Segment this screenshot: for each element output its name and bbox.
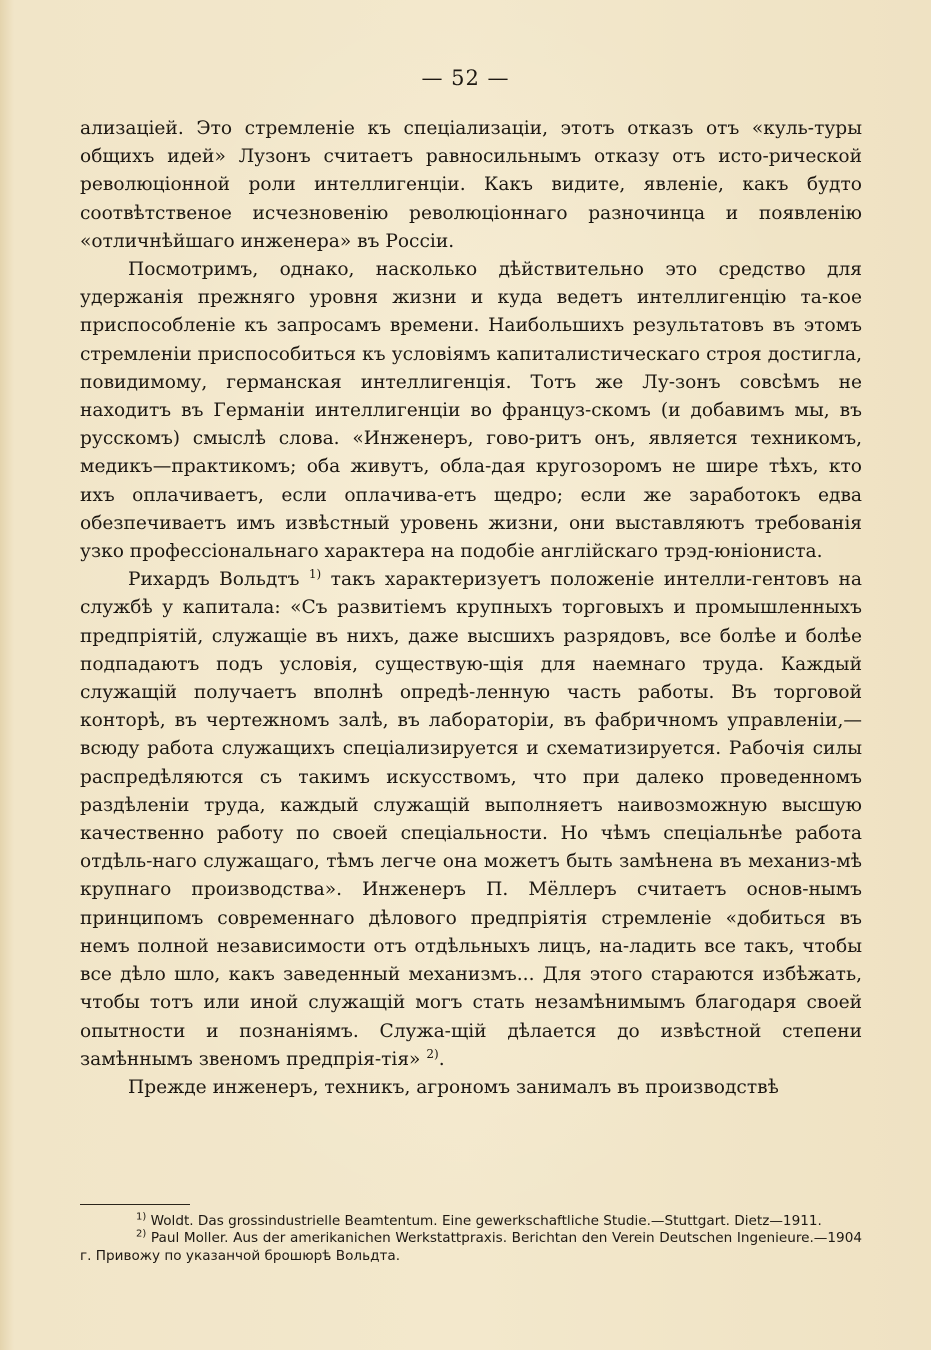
paragraph-3-text-end: . [438,1048,445,1070]
page-number: — 52 — [421,66,510,90]
footnote-1-text: Woldt. Das grossindustrielle Beamtentum. Eine gewerkschaftliche Studie.—Stuttgart. Dietz—1911. [146,1213,822,1229]
footnote-2-text: Paul Moller. Aus der amerikanichen Werkstattpraxis. Berichtan den Verein Deutschen Ingenieure.—1904 г. Привожу по указанчой брошюрѣ Вольдта. [80,1230,862,1264]
paragraph-1: ализаціей. Это стремленіе къ спеціализаціи, этотъ отказъ отъ «куль-туры общихъ идей» Лузонъ считаетъ равносильнымъ отказу отъ исто-рической революціонной роли интеллигенціи. Какъ видите, явленіе, какъ будто соотвѣтственое исчезновенію революціоннаго разночинца и появленію «отличнѣйшаго инженера» въ Россіи. [80,118,862,252]
paragraph-3-text-b: такъ характеризуетъ положеніе интелли-гентовъ на службѣ у капитала: «Съ развитіемъ крупныхъ торговыхъ и промышленныхъ предпріятій, служащіе въ нихъ, даже высшихъ разрядовъ, все болѣе и болѣе подпадаютъ подъ условія, существую-щія для наемнаго труда. Каждый служащій получаетъ вполнѣ опредѣ-ленную часть работы. Въ торговой конторѣ, въ чертежномъ залѣ, въ лабораторіи, въ фабричномъ управленіи,—всюду работа служащихъ спеціализируется и схематизируется. Рабочія силы распредѣляются съ такимъ искусствомъ, что при далеко проведенномъ раздѣленіи труда, каждый служащій выполняетъ наивозможную высшую качественно работу по своей спеціальности. Но чѣмъ спеціальнѣе работа отдѣль-наго служащаго, тѣмъ легче она можетъ быть замѣнена въ механиз-мѣ крупнаго производства». Инженеръ П. Мёллеръ считаетъ основ-нымъ принципомъ современнаго дѣлового предпріятія стремленіе «добиться въ немъ полной независимости отъ отдѣльныхъ лицъ, на-ладить все такъ, чтобы все дѣло шло, какъ заведенный механизмъ... Для этого стараются избѣжать, чтобы тотъ или иной служащій могъ стать незамѣнимымъ благодаря своей опытности и познаніямъ. Служа-щій дѣлается до извѣстной степени замѣннымъ звеномъ предпрія-тія» [80,569,862,1070]
footnote-divider [80,1204,190,1205]
footnote-ref-2: 2) [426,1046,439,1061]
footnote-ref-1: 1) [308,567,322,582]
main-text [80,115,862,1102]
paragraph-3 [80,566,862,1074]
paragraph-4: Прежде инженеръ, техникъ, агрономъ занималъ въ производствѣ [128,1076,779,1098]
paragraph-2: Посмотримъ, однако, насколько дѣйствительно это средство для удержанія прежняго уровня жизни и куда ведетъ интеллигенцію та-кое приспособленіе къ запросамъ времени. Наибольшихъ результатовъ въ этомъ стремленіи приспособиться къ условіямъ капиталистическаго строя достигла, повидимому, германская интеллигенція. Тотъ же Лу-зонъ совсѣмъ не находитъ въ Германіи интеллигенціи во француз-скомъ (и добавимъ мы, въ русскомъ) смыслѣ слова. «Инженеръ, гово-ритъ онъ, является техникомъ, медикъ—практикомъ; оба живутъ, обла-дая кругозоромъ не шире тѣхъ, кто ихъ оплачиваетъ, если оплачива-етъ щедро; если же заработокъ едва обезпечиваетъ имъ извѣстный уровень жизни, они выставляютъ требованія узко профессіональнаго характера на подобіе англійскаго трэд-юніониста. [80,259,862,563]
footnote-2 [80,1230,862,1265]
paragraph-3-text-a: Рихардъ Вольдтъ [128,569,309,591]
footnote-2-mark: 2) [136,1228,147,1240]
footnote-1 [80,1213,862,1230]
footnotes [80,1213,862,1265]
footnote-1-mark: 1) [136,1211,147,1223]
